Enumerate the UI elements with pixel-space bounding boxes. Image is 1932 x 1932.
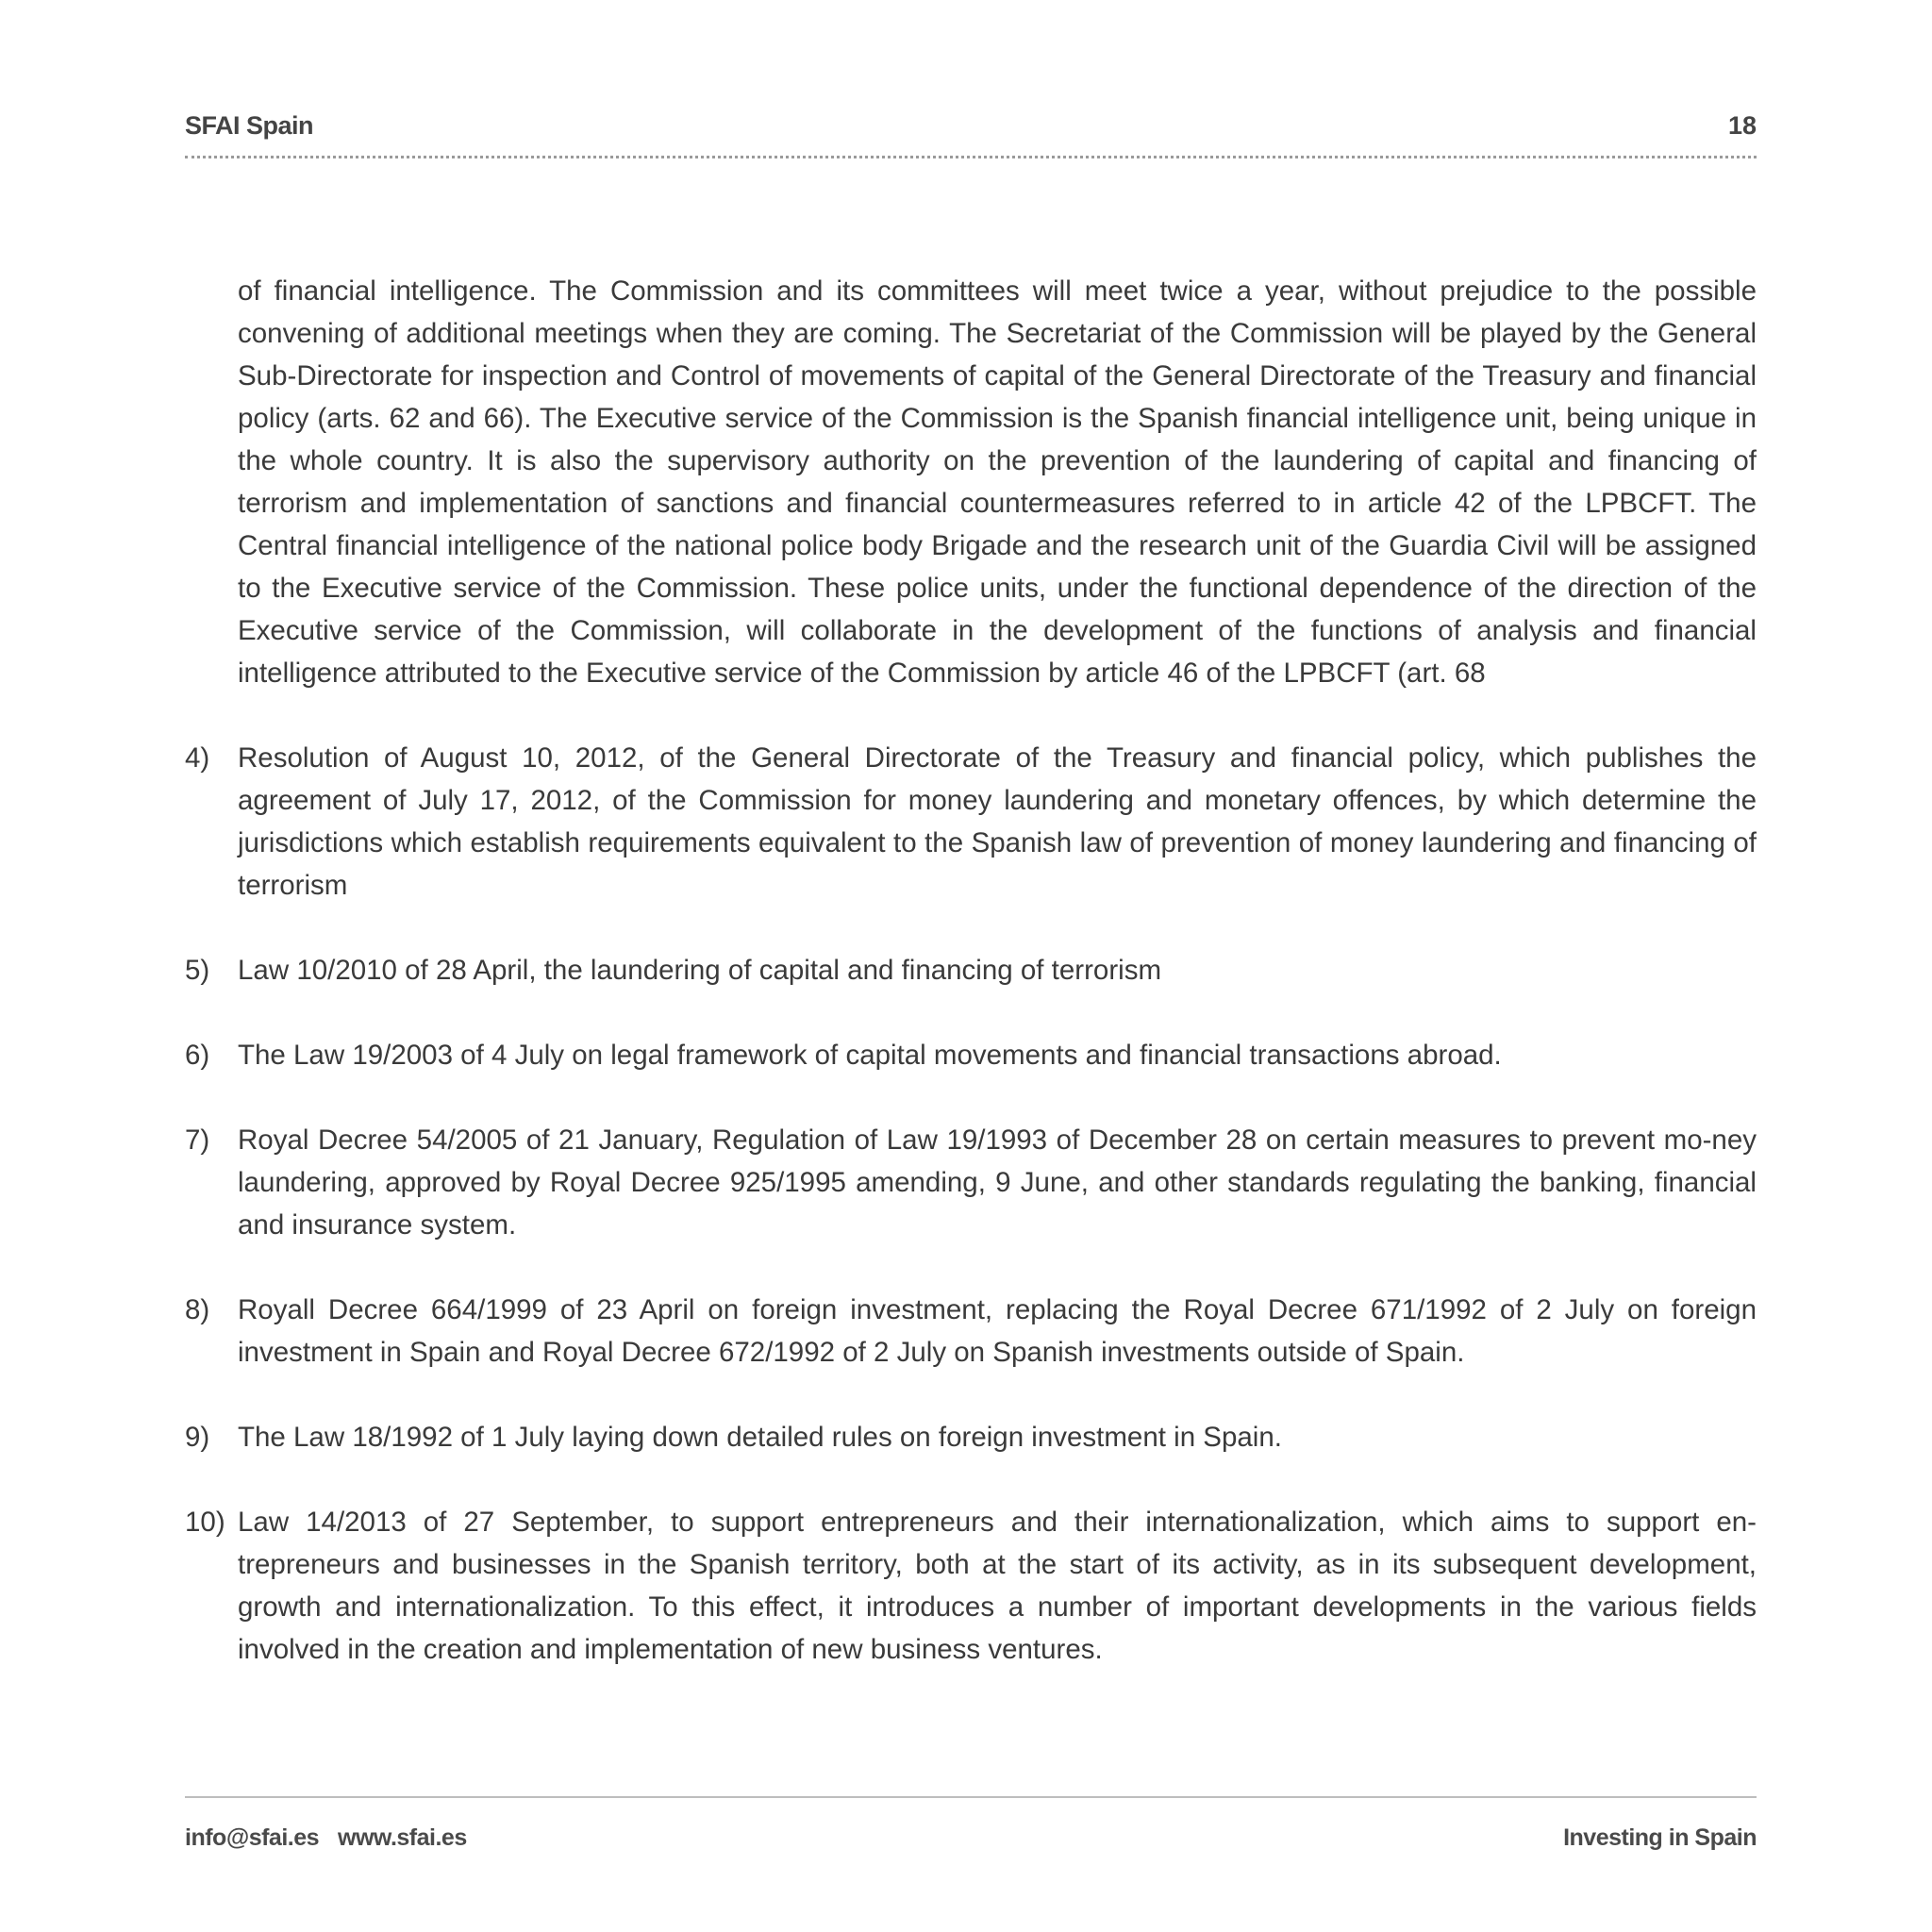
footer-website: www.sfai.es — [338, 1824, 467, 1851]
header-dotted-divider — [185, 156, 1757, 158]
list-item-text: Resolution of August 10, 2012, of the General Directorate of the Treasury and financial policy, which publishes the agreement of July 17, 2012, of the Commission for money laundering and monetary offences, by which determine the jurisdictions which establish requirements equivalent to the Spanish law of prevention of money laundering and financing of terrorism — [238, 742, 1757, 901]
list-item-text: The Law 18/1992 of 1 July laying down detailed rules on foreign investment in Spain. — [238, 1422, 1282, 1453]
list-item-text: The Law 19/2003 of 4 July on legal framework of capital movements and financial transactions abroad. — [238, 1040, 1502, 1071]
list-item-text: Royal Decree 54/2005 of 21 January, Regulation of Law 19/1993 of December 28 on certain measures to prevent mo-ney laundering, approved by Royal Decree 925/1995 amending, 9 June, and other standards regulating the banking, financial and insurance system. — [238, 1124, 1757, 1241]
page-header — [185, 111, 1757, 149]
document-title: SFAI Spain — [185, 111, 314, 140]
footer-email: info@sfai.es — [185, 1824, 320, 1851]
list-item — [185, 1289, 1757, 1374]
list-item-number: 9) — [185, 1422, 210, 1453]
list-item — [185, 1034, 1757, 1076]
list-item-number: 5) — [185, 955, 210, 986]
list-item-text: Law 14/2013 of 27 September, to support entrepreneurs and their internationalization, which aims to support en-trepreneurs and businesses in the Spanish territory, both at the start of its activity, as in its subsequent development, growth and internationalization. To this effect, it introduces a number of important developments in the various fields involved in the creation and implementation of new business ventures. — [238, 1507, 1757, 1665]
list-item-number: 8) — [185, 1294, 210, 1325]
continuation-paragraph: of financial intelligence. The Commission and its committees will meet twice a year, without prejudice to the possible convening of additional meetings when they are coming. The Secretariat of the Commission will be played by the General Sub-Directorate for inspection and Control of movements of capital of the General Directorate of the Treasury and financial policy (arts. 62 and 66). The Executive service of the Commission is the Spanish financial intelligence unit, being unique in the whole country. It is also the supervisory authority on the prevention of the laundering of capital and financing of terrorism and implementation of sanctions and financial countermeasures referred to in article 42 of the LPBCFT. The Central financial intelligence of the national police body Brigade and the research unit of the Guardia Civil will be assigned to the Executive service of the Commission. These police units, under the functional dependence of the direction of the Executive service of the Commission, will collaborate in the development of the functions of analysis and financial intelligence attributed to the Executive service of the Commission by article 46 of the LPBCFT (art. 68 — [238, 275, 1757, 689]
list-item-number: 4) — [185, 742, 210, 774]
list-item — [185, 949, 1757, 991]
list-item — [185, 1501, 1757, 1671]
list-item-number: 6) — [185, 1040, 210, 1071]
page-number: 18 — [1727, 111, 1757, 140]
list-item — [185, 1416, 1757, 1458]
main-content — [185, 270, 1757, 1713]
list-item — [185, 737, 1757, 907]
list-item-number: 10) — [185, 1507, 225, 1538]
legislation-list — [185, 737, 1757, 1671]
list-item-text: Royall Decree 664/1999 of 23 April on foreign investment, replacing the Royal Decree 671/1992 of 2 July on foreign investment in Spain and Royal Decree 672/1992 of 2 July on Spanish investments outside of Spain. — [238, 1294, 1757, 1368]
list-item — [185, 1119, 1757, 1246]
list-item-text: Law 10/2010 of 28 April, the laundering of capital and financing of terrorism — [238, 955, 1162, 986]
list-item-number: 7) — [185, 1124, 210, 1156]
footer-publication-title: Investing in Spain — [1563, 1824, 1757, 1851]
page-footer — [185, 1824, 1757, 1862]
footer-divider — [185, 1796, 1757, 1798]
footer-contact — [185, 1824, 467, 1852]
